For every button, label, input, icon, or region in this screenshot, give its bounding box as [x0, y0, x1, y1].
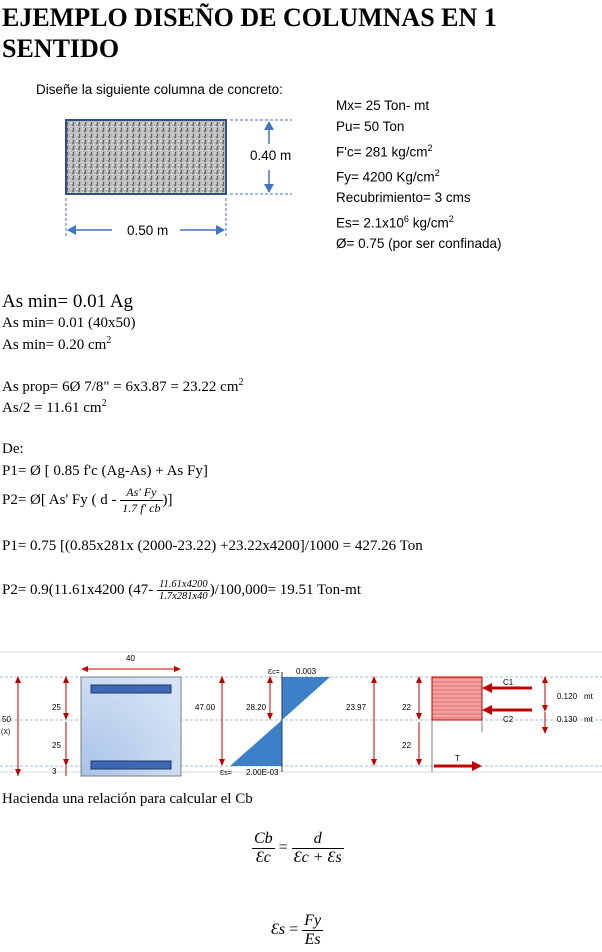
- p1-value: P1= 0.75 [(0.85x281x (2000-23.22) +23.22x4200]/1000 = 427.26 Ton: [2, 538, 423, 554]
- dim-cover: 3: [52, 767, 57, 776]
- as-half-line: As/2 = 11.61 $cm^2$: [2, 398, 107, 416]
- cb-text: Hacienda una relación para calcular el Cb: [2, 791, 253, 807]
- rebar-top: [91, 685, 171, 693]
- p2-value: P2= 0.9(11.61x4200 (47- $\frac{11.61x4200}{1.7x281x40}$ )/100,000= 19.51 Ton-mt: [2, 579, 361, 602]
- t-label: T: [455, 754, 460, 763]
- column-section-figure: [60, 112, 310, 246]
- dist-c1-unit: mt: [584, 692, 593, 701]
- spec-cover: Recubrimiento= 3 cms: [336, 190, 471, 206]
- asmin-line-3: As min= 0.20 $cm^2$: [2, 335, 112, 353]
- p2-formula: P2= Ø[ As' Fy ( d - $\frac{As' Fy}{1.7 f' cb}$ )]: [2, 485, 173, 515]
- asmin-line-1: As min= 0.01 Ag: [2, 291, 134, 312]
- width-label: 0.50 m: [127, 223, 169, 238]
- spec-pu: Pu= 50 Ton: [336, 118, 405, 134]
- spec-fy: Fy= 4200 $Kg/cm^2$: [336, 167, 440, 185]
- dist-c2-unit: mt: [584, 715, 593, 724]
- dim-lower: 25: [52, 741, 61, 750]
- dim-d: 47.00: [195, 703, 216, 712]
- spec-es: $Es= 2.1x10^6$ $kg/cm^2$: [336, 213, 454, 231]
- dist-c2: 0.130: [557, 715, 578, 724]
- dim-total-height-sub: (X): [1, 729, 11, 736]
- c2-label: C2: [503, 715, 514, 724]
- height-label: 0.40 m: [250, 148, 292, 163]
- c1-label: C1: [503, 678, 514, 687]
- spec-mx: Mx= 25 Ton- mt: [336, 98, 430, 113]
- ec-label: Ɛc=: [268, 669, 280, 676]
- equation-es: Ɛs = $\frac{Fy}{Es}$: [271, 912, 322, 948]
- dim-top-width: 40: [126, 654, 135, 663]
- dist-c1: 0.120: [557, 692, 578, 701]
- rebar-bottom: [91, 761, 171, 769]
- dim-total-height: 50: [2, 715, 11, 724]
- strain-stress-diagram: [0, 648, 602, 780]
- dim-strain: 28.20: [246, 703, 267, 712]
- column-specs: [336, 96, 501, 255]
- page-title: EJEMPLO DISEÑO DE COLUMNAS EN 1 SENTIDO: [2, 3, 497, 63]
- spec-fc: F'c= 281 $kg/cm^2$: [336, 142, 433, 160]
- dim-neutral: 23.97: [346, 703, 367, 712]
- p1-formula: P1= Ø [ 0.85 f'c (Ag-As) + As Fy]: [2, 463, 208, 479]
- ec-value: 0.003: [296, 667, 317, 676]
- dim-half-upper: 22: [402, 703, 411, 712]
- asmin-line-2: As min= 0.01 (40x50): [2, 315, 136, 331]
- stress-block: [432, 677, 482, 720]
- concrete-section: [66, 120, 226, 194]
- es-label: Ɛs=: [220, 770, 232, 777]
- strain-tension: [230, 720, 282, 766]
- dim-half-lower: 22: [402, 741, 411, 750]
- spec-phi: Ø= 0.75 (por ser confinada): [336, 236, 502, 252]
- figure-caption: Diseñe la siguiente columna de concreto:: [36, 82, 283, 97]
- strain-compression: [282, 677, 330, 720]
- asprop-line: As prop= 6Ø 7/8" = 6x3.87 = 23.22 $cm^2$: [2, 377, 244, 395]
- equation-cb: $\frac{Cb}{Ɛc}$ = $\frac{d}{Ɛc + Ɛs}$: [254, 830, 342, 866]
- de-label: De:: [2, 441, 24, 457]
- dim-upper: 25: [52, 703, 61, 712]
- es-value: 2.00E-03: [246, 768, 279, 777]
